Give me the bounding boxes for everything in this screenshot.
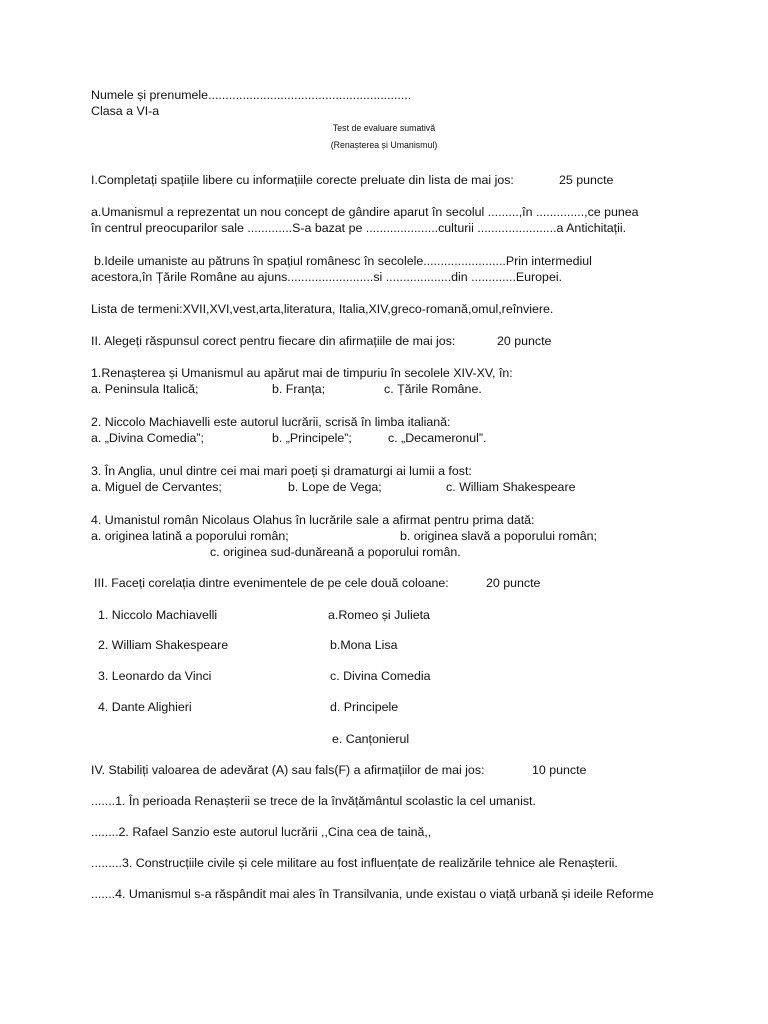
right-column-item-b: b.Mona Lisa bbox=[330, 638, 398, 652]
left-column-item-4: 4. Dante Alighieri bbox=[98, 700, 192, 714]
section2-points: 20 puncte bbox=[497, 334, 552, 348]
section1-b-line2: acestora,în Țările Române au ajuns.........................si ...................din .............Europei. bbox=[91, 270, 563, 284]
question-2: 2. Niccolo Machiavelli este autorul lucrării, scrisă în limba italiană: bbox=[91, 415, 451, 429]
test-title: Test de evaluare sumativă bbox=[332, 123, 436, 133]
question-3-option-b: b. Lope de Vega; bbox=[288, 480, 382, 494]
question-1-option-c: c. Țările Române. bbox=[384, 382, 482, 396]
section1-heading: I.Completați spațiile libere cu informațiile corecte preluate din lista de mai jos: bbox=[91, 173, 514, 187]
statement-3: .........3. Construcțiile civile și cele militare au fost influențate de realizările tehnice ale Renașterii. bbox=[91, 856, 618, 870]
section4-heading: IV. Stabiliți valoarea de adevărat (A) sau fals(F) a afirmațiilor de mai jos: bbox=[91, 763, 485, 777]
question-1-option-b: b. Franța; bbox=[272, 382, 326, 396]
left-column-item-3: 3. Leonardo da Vinci bbox=[98, 669, 212, 683]
right-column-item-e: e. Canțonierul bbox=[332, 732, 410, 746]
section1-b-line1: b.Ideile umaniste au pătruns în spațiul românesc în secolele........................Prin intermediul bbox=[94, 254, 592, 268]
question-2-option-b: b. „Principele”; bbox=[272, 431, 352, 445]
question-4-option-c: c. originea sud-dunăreană a poporului român. bbox=[210, 545, 461, 559]
question-4-option-b: b. originea slavă a poporului român; bbox=[400, 529, 597, 543]
section1-a-line2: în centrul preocuparilor sale .............S-a bazat pe .....................culturii .......................a Antichitații. bbox=[91, 221, 627, 235]
right-column-item-a: a.Romeo și Julieta bbox=[328, 608, 430, 622]
left-column-item-2: 2. William Shakespeare bbox=[98, 638, 229, 652]
section3-points: 20 puncte bbox=[486, 576, 541, 590]
section4-points: 10 puncte bbox=[532, 763, 587, 777]
left-column-item-1: 1. Niccolo Machiavelli bbox=[98, 608, 218, 622]
statement-1: .......1. În perioada Renașterii se trece de la învățământul scolastic la cel umanist. bbox=[91, 794, 536, 808]
section1-a-line1: a.Umanismul a reprezentat un nou concept de gândire aparut în secolul .........,în ..............,ce punea bbox=[91, 205, 639, 219]
right-column-item-c: c. Divina Comedia bbox=[330, 669, 431, 683]
name-line: Numele și prenumele........................................................... bbox=[91, 88, 412, 102]
test-subtitle: (Renașterea și Umanismul) bbox=[330, 140, 438, 150]
section3-heading: III. Faceți corelația dintre evenimentele de pe cele două coloane: bbox=[94, 576, 449, 590]
section2-heading: II. Alegeți răspunsul corect pentru fiecare din afirmațiile de mai jos: bbox=[91, 334, 456, 348]
question-4-option-a: a. originea latină a poporului român; bbox=[91, 529, 289, 543]
question-3-option-a: a. Miguel de Cervantes; bbox=[91, 480, 222, 494]
question-3: 3. În Anglia, unul dintre cei mai mari poeți și dramaturgi ai lumii a fost: bbox=[91, 464, 472, 478]
question-1-option-a: a. Peninsula Italică; bbox=[91, 382, 199, 396]
statement-2: ........2. Rafael Sanzio este autorul lucrării ,,Cina cea de taină,, bbox=[91, 825, 432, 839]
question-3-option-c: c. William Shakespeare bbox=[446, 480, 576, 494]
question-2-option-a: a. „Divina Comedia”; bbox=[91, 431, 204, 445]
section1-points: 25 puncte bbox=[559, 173, 614, 187]
question-2-option-c: c. „Decameronul”. bbox=[388, 431, 487, 445]
class-line: Clasa a VI-a bbox=[91, 104, 160, 118]
right-column-item-d: d. Principele bbox=[330, 700, 399, 714]
question-1: 1.Renașterea și Umanismul au apărut mai de timpuriu în secolele XIV-XV, în: bbox=[91, 366, 513, 380]
section1-terms: Lista de termeni:XVII,XVI,vest,arta,literatura, Italia,XIV,greco-romană,omul,reînviere. bbox=[91, 302, 554, 316]
question-4: 4. Umanistul român Nicolaus Olahus în lucrările sale a afirmat pentru prima dată: bbox=[91, 513, 535, 527]
statement-4: .......4. Umanismul s-a răspândit mai ales în Transilvania, unde existau o viață urbană și ideile Reforme bbox=[91, 887, 654, 901]
